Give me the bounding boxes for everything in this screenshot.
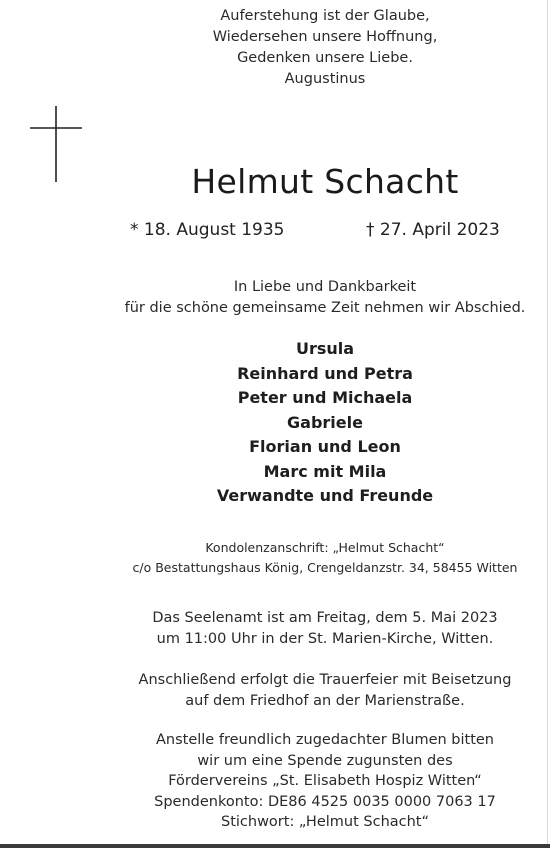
death-date: † 27. April 2023 [366, 220, 500, 240]
gratitude-line: In Liebe und Dankbarkeit [233, 279, 417, 295]
mourner-name: Gabriele [287, 412, 363, 432]
quote-block [100, 6, 550, 90]
mourner-name: Marc mit Mila [263, 461, 387, 481]
donation-line: Fördervereins „St. Elisabeth Hospiz Witten“ [168, 773, 482, 789]
donation-info [100, 730, 550, 833]
mourner-name: Ursula [295, 339, 355, 358]
address-line: c/o Bestattungshaus König, Crengeldanzstr. 34, 58455 Witten [132, 560, 518, 575]
mourner-name: Reinhard und Petra [237, 363, 413, 383]
cross-icon [28, 104, 84, 184]
mourner-name: Verwandte und Freunde [216, 486, 434, 505]
service-line: Das Seelenamt ist am Freitag, dem 5. Mai 2023 [152, 610, 498, 626]
donation-line: Stichwort: „Helmut Schacht“ [220, 814, 430, 830]
gratitude-line: für die schöne gemeinsame Zeit nehmen wir Abschied. [124, 300, 526, 316]
burial-info [100, 670, 550, 711]
service-line: um 11:00 Uhr in der St. Marien-Kirche, Witten. [156, 630, 494, 647]
donation-line: wir um eine Spende zugunsten des [197, 752, 453, 769]
birth-date: * 18. August 1935 [130, 220, 285, 240]
burial-line: Anschließend erfolgt die Trauerfeier mit Beisetzung [138, 672, 512, 688]
gratitude-text [100, 277, 550, 319]
burial-line: auf dem Friedhof an der Marienstraße. [185, 692, 465, 709]
donation-line: Anstelle freundlich zugedachter Blumen bitten [155, 732, 495, 748]
deceased-name: Helmut Schacht [191, 162, 459, 201]
mourner-name: Peter und Michaela [237, 388, 413, 407]
quote-line: Auferstehung ist der Glaube, [220, 8, 430, 24]
donation-line: Spendenkonto: DE86 4525 0035 0000 7063 17 [154, 793, 496, 810]
quote-line: Gedenken unsere Liebe. [237, 50, 413, 66]
right-border [547, 0, 548, 848]
condolence-address [100, 538, 550, 578]
mourners-list [100, 337, 550, 509]
service-info [100, 608, 550, 649]
address-line: Kondolenzanschrift: „Helmut Schacht“ [205, 540, 445, 555]
bottom-border [0, 844, 550, 848]
quote-line: Wiedersehen unsere Hoffnung, [212, 29, 438, 45]
quote-author: Augustinus [284, 71, 366, 87]
mourner-name: Florian und Leon [249, 437, 401, 456]
